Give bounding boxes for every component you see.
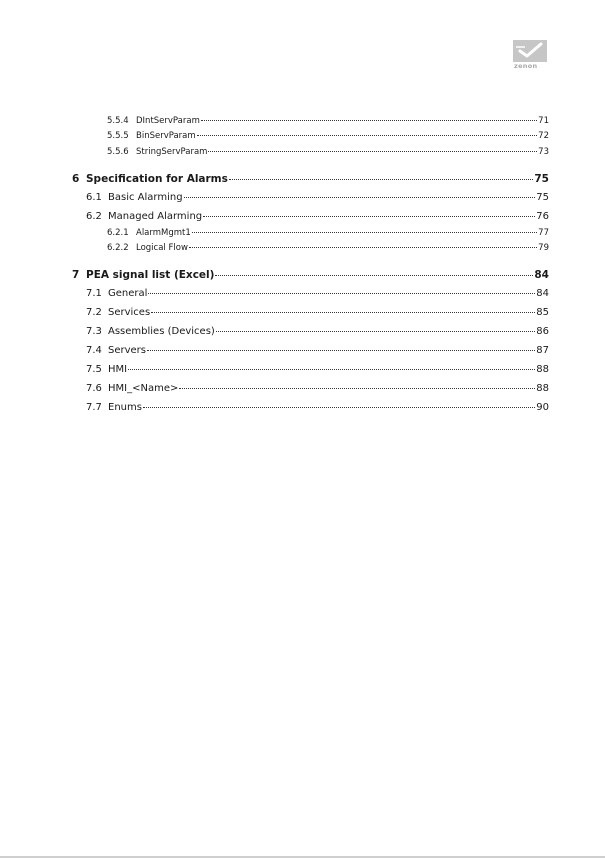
toc-title: Logical Flow: [136, 243, 188, 253]
toc-number: 7.4: [86, 345, 102, 356]
toc-page-number: 79: [538, 243, 549, 253]
toc-page-number: 84: [536, 288, 549, 299]
toc-leader-dots: [203, 216, 535, 217]
toc-page-number: 90: [536, 402, 549, 413]
toc-page-number: 76: [536, 211, 549, 222]
toc-leader-dots: [148, 293, 535, 294]
toc-title: HMI: [108, 364, 128, 375]
toc-number: 7.3: [86, 326, 102, 337]
toc-page-number: 71: [538, 116, 549, 126]
toc-entry[interactable]: [107, 148, 549, 157]
toc-entry[interactable]: [86, 289, 549, 299]
toc-title: DIntServParam: [136, 116, 200, 126]
toc-number: 7.6: [86, 383, 102, 394]
toc-leader-dots: [208, 151, 537, 152]
toc-entry[interactable]: [86, 365, 549, 375]
toc-entry[interactable]: [86, 327, 549, 337]
toc-page-number: 87: [536, 345, 549, 356]
toc-title: BinServParam: [136, 131, 196, 141]
toc-entry[interactable]: [86, 346, 549, 356]
toc-leader-dots: [184, 197, 536, 198]
toc-page-number: 86: [536, 326, 549, 337]
toc-page-number: 85: [536, 307, 549, 318]
logo-text: zenon: [514, 62, 538, 70]
toc-entry[interactable]: [72, 174, 549, 185]
toc-title: HMI_<Name>: [108, 383, 179, 394]
toc-number: 6.1: [86, 192, 102, 203]
toc-number: 7.5: [86, 364, 102, 375]
toc-title: Assemblies (Devices): [108, 326, 215, 337]
toc-leader-dots: [189, 247, 537, 248]
toc-page-number: 75: [536, 192, 549, 203]
toc-page-number: 77: [538, 228, 549, 238]
toc-number: 5.5.6: [107, 147, 129, 157]
toc-leader-dots: [179, 388, 535, 389]
toc-leader-dots: [215, 275, 533, 276]
toc-entry[interactable]: [86, 308, 549, 318]
toc-entry[interactable]: [86, 193, 549, 203]
toc-title: Servers: [108, 345, 147, 356]
toc-entry[interactable]: [72, 270, 549, 281]
toc-number: 6.2.2: [107, 243, 129, 253]
toc-leader-dots: [201, 120, 537, 121]
toc-title: PEA signal list (Excel): [86, 269, 215, 281]
toc-number: 5.5.5: [107, 131, 129, 141]
toc-number: 5.5.4: [107, 116, 129, 126]
toc-leader-dots: [229, 179, 534, 180]
toc-entry[interactable]: [86, 403, 549, 413]
toc-page-number: 75: [534, 173, 549, 185]
toc-title: Managed Alarming: [108, 211, 203, 222]
toc-leader-dots: [147, 350, 535, 351]
toc-entry[interactable]: [107, 229, 549, 238]
toc-page-number: 72: [538, 131, 549, 141]
toc-leader-dots: [216, 331, 535, 332]
toc-leader-dots: [143, 407, 535, 408]
toc-leader-dots: [192, 232, 537, 233]
toc-entry[interactable]: [107, 132, 549, 141]
toc-page-number: 84: [534, 269, 549, 281]
toc-entry[interactable]: [86, 384, 549, 394]
toc-leader-dots: [197, 135, 538, 136]
toc-page-number: 73: [538, 147, 549, 157]
toc-title: AlarmMgmt1: [136, 228, 191, 238]
toc-number: 7.2: [86, 307, 102, 318]
toc-title: Enums: [108, 402, 142, 413]
logo-mark-icon: [513, 40, 547, 62]
toc-leader-dots: [151, 312, 535, 313]
toc-number: 7: [72, 269, 80, 281]
toc-entry[interactable]: [107, 117, 549, 126]
toc-page-number: 88: [536, 364, 549, 375]
toc-leader-dots: [128, 369, 535, 370]
toc-entry[interactable]: [107, 244, 549, 253]
toc-number: 7.1: [86, 288, 102, 299]
toc-number: 7.7: [86, 402, 102, 413]
toc-number: 6.2.1: [107, 228, 129, 238]
toc-number: 6.2: [86, 211, 102, 222]
toc-title: General: [108, 288, 148, 299]
toc-number: 6: [72, 173, 80, 185]
toc-entry[interactable]: [86, 212, 549, 222]
toc-title: Basic Alarming: [108, 192, 183, 203]
zenon-logo: [513, 40, 549, 70]
toc-title: Services: [108, 307, 151, 318]
toc-title: StringServParam: [136, 147, 208, 157]
toc-title: Specification for Alarms: [86, 173, 228, 185]
toc-page-number: 88: [536, 383, 549, 394]
